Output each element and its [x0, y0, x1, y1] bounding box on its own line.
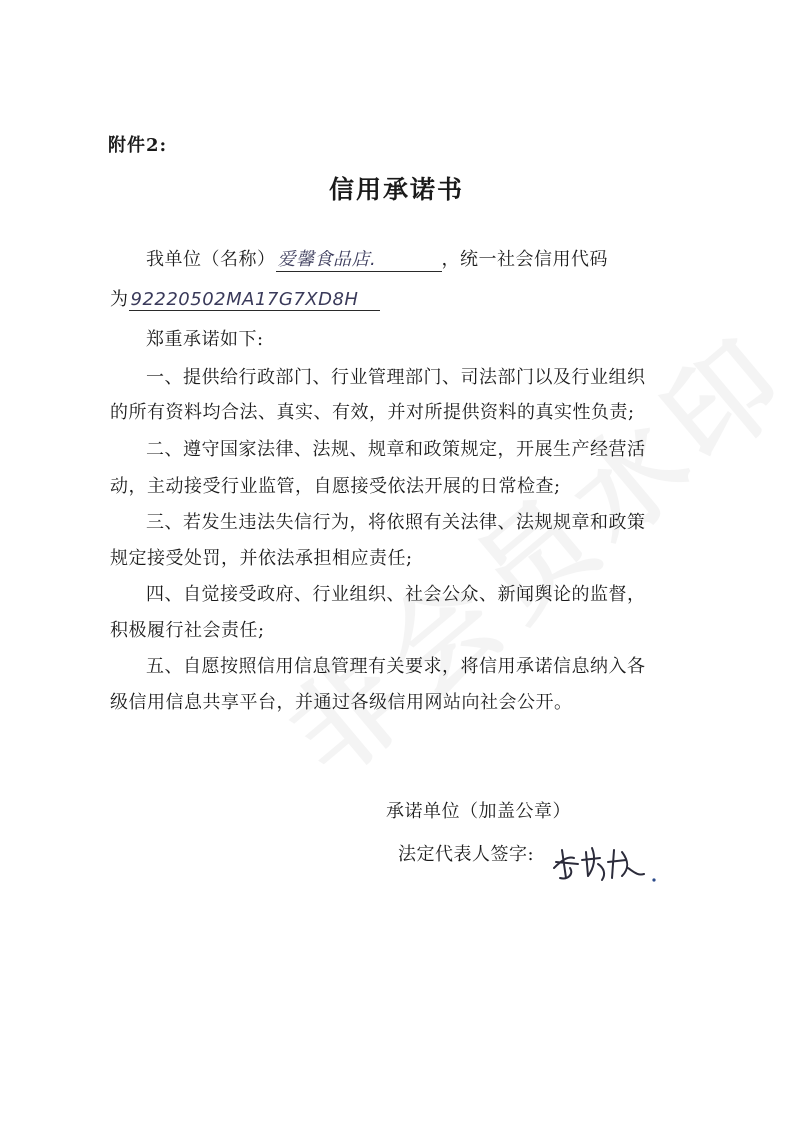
body-line-7: 四、自觉接受政府、行业组织、社会公众、新闻舆论的监督，: [146, 584, 646, 605]
body-line-4: 动，主动接受行业监管，自愿接受依法开展的日常检查;: [110, 476, 561, 497]
body-line-2: 的所有资料均合法、真实、有效，并对所提供资料的真实性负责;: [110, 402, 635, 423]
credit-code-line: [110, 285, 380, 311]
body-line-1: 一、提供给行政部门、行业管理部门、司法部门以及行业组织: [146, 367, 646, 388]
body-line-5: 三、若发生违法失信行为，将依照有关法律、法规规章和政策: [146, 512, 646, 533]
solemn-line: 郑重承诺如下:: [146, 329, 264, 350]
credit-code-prefix: 为: [110, 289, 129, 310]
handwritten-signature: [548, 838, 668, 884]
body-line-3: 二、遵守国家法律、法规、规章和政策规定，开展生产经营活: [146, 439, 646, 460]
attachment-label: 附件2:: [108, 135, 168, 156]
credit-code-field: 92220502MA17G7XD8H: [129, 289, 380, 311]
body-line-8: 积极履行社会责任;: [110, 620, 265, 641]
body-line-10: 级信用信息共享平台，并通过各级信用网站向社会公开。: [110, 692, 573, 713]
intro-before-name: 我单位（名称）: [146, 249, 276, 270]
body-line-9: 五、自愿按照信用信息管理有关要求，将信用承诺信息纳入各: [146, 656, 646, 677]
legal-rep-label: 法定代表人签字:: [398, 844, 535, 865]
body-line-6: 规定接受处罚，并依法承担相应责任;: [110, 548, 413, 569]
intro-after-name: ，统一社会信用代码: [441, 249, 608, 270]
commit-unit-label: 承诺单位（加盖公章）: [386, 801, 571, 822]
intro-line: [146, 245, 608, 272]
document-title: 信用承诺书: [328, 175, 464, 204]
company-name-field: 爱馨食品店.: [276, 245, 442, 272]
